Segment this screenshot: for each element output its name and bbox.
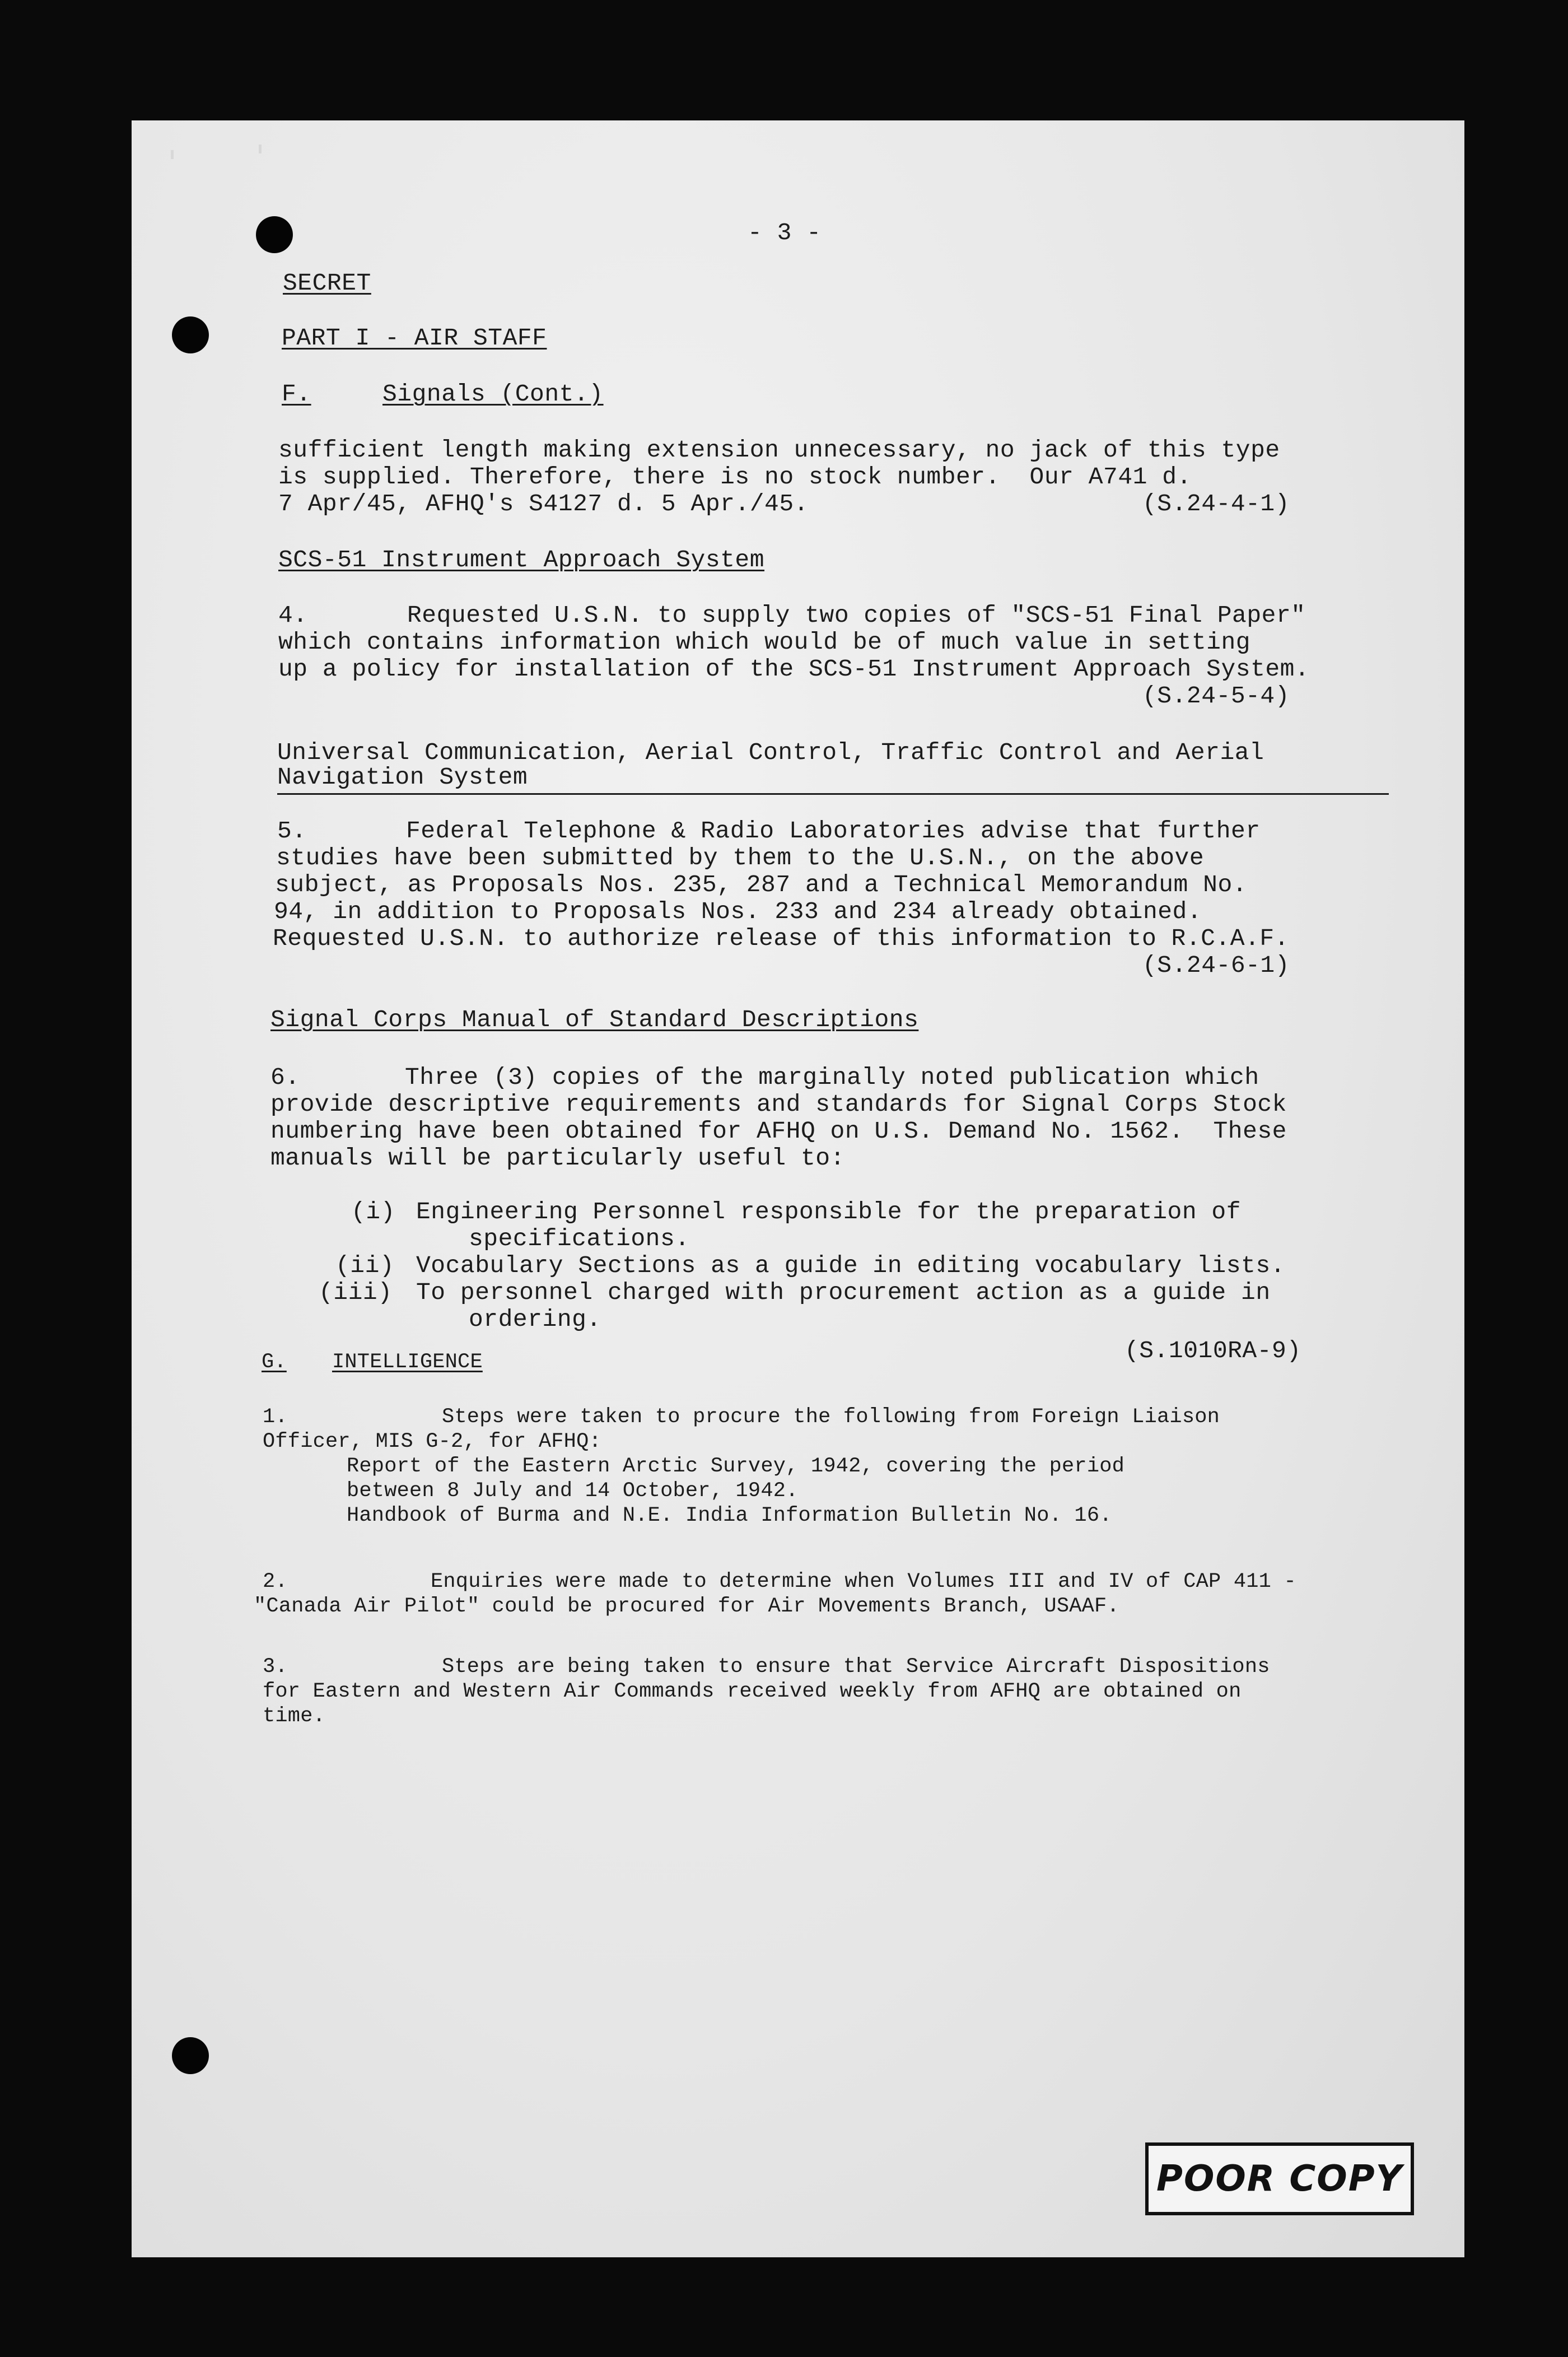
section-f-line: is supplied. Therefore, there is no stock number. Our A741 d. [278,463,1192,491]
list-item-text: Engineering Personnel responsible for the preparation of [416,1198,1242,1226]
paragraph-number: 3. [263,1655,288,1679]
paragraph-number: 1. [263,1405,288,1429]
part-heading: PART I - AIR STAFF [282,324,547,352]
universal-line: subject, as Proposals Nos. 235, 287 and a Technical Memorandum No. [275,871,1248,898]
intel-p3-line: time. [263,1704,326,1728]
intel-p1-line: Officer, MIS G-2, for AFHQ: [263,1430,601,1454]
universal-heading-underline [277,793,1389,795]
section-f-letter: F. [282,380,311,408]
scs51-heading: SCS-51 Instrument Approach System [278,546,765,574]
scs51-line: which contains information which would be of much value in setting [278,628,1251,656]
edge-tick [171,150,174,159]
universal-line: Federal Telephone & Radio Laboratories advise that further [406,817,1261,845]
signal-corps-line: Three (3) copies of the marginally noted publication which [405,1064,1259,1091]
classification-marking: SECRET [283,269,371,297]
intel-p3-line: Steps are being taken to ensure that Service Aircraft Dispositions [442,1655,1270,1679]
list-item-text: specifications. [469,1225,690,1252]
paragraph-number: 2. [263,1570,288,1594]
section-f-line: sufficient length making extension unnecessary, no jack of this type [278,436,1280,464]
signal-corps-line: provide descriptive requirements and standards for Signal Corps Stock [270,1091,1287,1118]
intel-p1-line: Handbook of Burma and N.E. India Information Bulletin No. 16. [347,1504,1112,1527]
universal-line: 94, in addition to Proposals Nos. 233 and 234 already obtained. [274,898,1202,925]
universal-line: studies have been submitted by them to the U.S.N., on the above [276,844,1205,872]
section-g-title: INTELLIGENCE [332,1350,483,1374]
universal-heading-line1: Universal Communication, Aerial Control, Traffic Control and Aerial [277,739,1264,766]
signal-corps-ref: (S.1010RA-9) [1124,1337,1301,1364]
list-item-text: Vocabulary Sections as a guide in editing vocabulary lists. [416,1252,1285,1279]
punch-hole-bottom [172,2037,209,2074]
poor-copy-stamp: POOR COPY [1145,2142,1414,2215]
intel-p2-line: "Canada Air Pilot" could be procured for Air Movements Branch, USAAF. [254,1595,1119,1618]
list-item-text: To personnel charged with procurement action as a guide in [416,1279,1271,1306]
intel-p3-line: for Eastern and Western Air Commands received weekly from AFHQ are obtained on [263,1680,1242,1703]
universal-line: Requested U.S.N. to authorize release of this information to R.C.A.F. [273,925,1289,952]
scs51-ref: (S.24-5-4) [1142,682,1290,710]
intel-p1-line: between 8 July and 14 October, 1942. [347,1479,799,1503]
list-item-label: (i) [351,1198,395,1226]
paragraph-number: 5. [277,817,307,845]
scs51-line: Requested U.S.N. to supply two copies of "SCS-51 Final Paper" [407,602,1306,629]
list-item-label: (ii) [335,1252,395,1279]
list-item-label: (iii) [319,1279,393,1306]
intel-p2-line: Enquiries were made to determine when Volumes III and IV of CAP 411 - [431,1570,1296,1594]
section-f-ref: (S.24-4-1) [1142,490,1290,518]
universal-ref: (S.24-6-1) [1142,952,1290,979]
punch-hole-upper [172,316,209,353]
list-item-text: ordering. [469,1306,601,1333]
page-number: - 3 - [748,219,822,246]
signal-corps-line: numbering have been obtained for AFHQ on U.S. Demand No. 1562. These [270,1117,1287,1145]
paragraph-number: 6. [270,1064,300,1091]
section-f-line: 7 Apr/45, AFHQ's S4127 d. 5 Apr./45. [278,490,809,518]
section-g-letter: G. [262,1350,287,1374]
edge-tick [259,145,262,153]
intel-p1-line: Steps were taken to procure the following from Foreign Liaison [442,1405,1220,1429]
intel-p1-line: Report of the Eastern Arctic Survey, 1942, covering the period [347,1455,1125,1478]
signal-corps-heading: Signal Corps Manual of Standard Descriptions [270,1006,919,1033]
scs51-line: up a policy for installation of the SCS-51 Instrument Approach System. [278,655,1310,683]
section-f-title: Signals (Cont.) [382,380,604,408]
universal-heading-line2: Navigation System [277,763,528,791]
signal-corps-line: manuals will be particularly useful to: [270,1144,845,1172]
paragraph-number: 4. [278,602,308,629]
punch-hole-top [256,216,293,253]
